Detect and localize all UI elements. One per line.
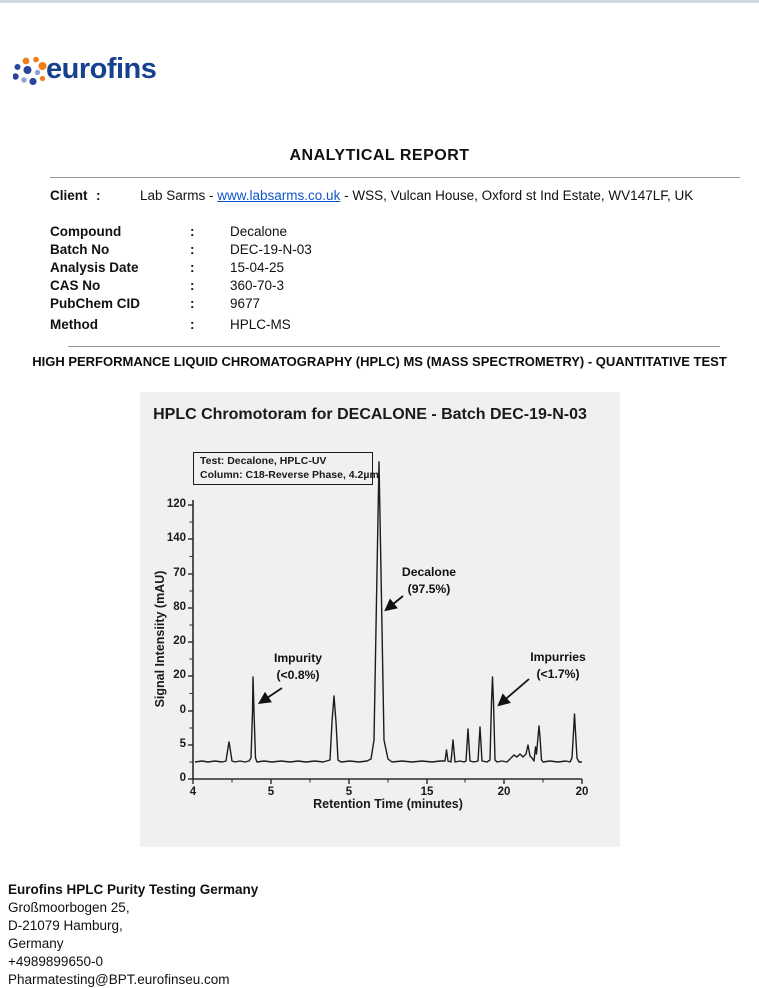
detail-value-cas-no: 360-70-3	[230, 278, 285, 293]
logo-dot	[21, 77, 26, 82]
decalone-annotation	[369, 564, 489, 598]
y-tick-label: 140	[166, 532, 186, 544]
decalone-annotation-value: (97.5%)	[407, 582, 451, 596]
detail-value-method: HPLC-MS	[230, 317, 291, 332]
chromatogram-plot	[140, 392, 620, 847]
impurity-annotation	[238, 650, 358, 684]
logo-dot	[35, 70, 40, 75]
x-tick-label: 5	[345, 786, 353, 798]
logo-dot	[15, 64, 21, 70]
logo-dot	[40, 76, 45, 81]
legend-test-line: Test: Decalone, HPLC-UV	[200, 455, 327, 467]
y-tick-label: 0	[179, 772, 186, 784]
impurries-annotation-name: Impurries	[530, 650, 586, 664]
detail-label-cas-no: CAS No	[50, 278, 101, 293]
detail-value-batch-no: DEC-19-N-03	[230, 242, 312, 257]
y-tick-label: 80	[173, 601, 186, 613]
x-tick-label: 5	[267, 786, 275, 798]
detail-colon: :	[190, 224, 195, 239]
divider-line	[50, 177, 740, 178]
report-title: ANALYTICAL REPORT	[289, 147, 470, 164]
detail-label-compound: Compound	[50, 224, 122, 239]
client-colon: :	[96, 188, 101, 203]
section-title: HIGH PERFORMANCE LIQUID CHROMATOGRAPHY (HPLC) MS (MASS SPECTROMETRY) - QUANTITATIVE TEST	[32, 354, 727, 369]
y-tick-label: 20	[173, 669, 186, 681]
client-pre-link: Lab Sarms -	[140, 188, 218, 203]
detail-value-pubchem-cid: 9677	[230, 296, 261, 311]
client-post-link: - WSS, Vulcan House, Oxford st Ind Estate, WV147LF, UK	[340, 188, 694, 203]
decalone-annotation-name: Decalone	[401, 565, 457, 579]
impurity-annotation-name: Impurity	[273, 651, 323, 665]
detail-value-compound: Decalone	[230, 224, 288, 239]
chromatogram-trace	[195, 462, 582, 762]
x-tick-label: 15	[420, 786, 434, 798]
x-tick-label: 20	[497, 786, 511, 798]
eurofins-logo-icon	[13, 56, 47, 92]
x-tick-label: 20	[575, 786, 589, 798]
y-tick-label: 20	[173, 635, 186, 647]
divider-line	[68, 346, 720, 347]
y-tick-label: 120	[166, 498, 186, 510]
detail-label-analysis-date: Analysis Date	[50, 260, 139, 275]
y-axis-title: Signal Intensiity (mAU)	[153, 570, 167, 708]
detail-colon: :	[190, 260, 195, 275]
detail-label-method: Method	[50, 317, 98, 332]
client-value	[140, 188, 693, 203]
client-label: Client	[50, 188, 88, 203]
logo-dot	[24, 66, 32, 74]
footer-address-city: D-21079 Hamburg,	[8, 918, 123, 933]
footer-phone: +4989899650-0	[8, 954, 103, 969]
y-tick-label: 0	[179, 704, 186, 716]
detail-colon: :	[190, 242, 195, 257]
chromatogram-figure	[140, 392, 620, 847]
detail-value-analysis-date: 15-04-25	[230, 260, 285, 275]
footer-email: Pharmatesting@BPT.eurofinseu.com	[8, 972, 230, 987]
legend-column-line: Column: C18-Reverse Phase, 4.2µm	[200, 468, 379, 481]
impurries-annotation	[498, 649, 618, 683]
eurofins-logo-wordmark: eurofins	[46, 53, 157, 85]
impurries-annotation-value: (<1.7%)	[536, 667, 580, 681]
detail-colon: :	[190, 278, 195, 293]
y-tick-label: 70	[173, 567, 186, 579]
logo-dot	[13, 73, 19, 79]
logo-dot	[33, 57, 39, 63]
window-top-edge	[0, 0, 759, 3]
logo-dot	[23, 58, 30, 65]
footer-address-street: Großmoorbogen 25,	[8, 900, 130, 915]
detail-colon: :	[190, 317, 195, 332]
chart-title: HPLC Chromotoram for DECALONE - Batch DEC-19-N-03	[153, 406, 587, 423]
client-website-link[interactable]: www.labsarms.co.uk	[217, 188, 341, 203]
logo-dot	[29, 78, 36, 85]
detail-label-batch-no: Batch No	[50, 242, 110, 257]
impurity-annotation-value: (<0.8%)	[276, 668, 320, 682]
impurity-arrow	[261, 688, 282, 702]
footer-company-name: Eurofins HPLC Purity Testing Germany	[8, 882, 259, 897]
footer-address-country: Germany	[8, 936, 64, 951]
detail-label-pubchem-cid: PubChem CID	[50, 296, 141, 311]
y-tick-label: 5	[179, 738, 186, 750]
x-axis-title: Retention Time (minutes)	[313, 797, 463, 811]
detail-colon: :	[190, 296, 195, 311]
x-tick-label: 4	[189, 786, 197, 798]
